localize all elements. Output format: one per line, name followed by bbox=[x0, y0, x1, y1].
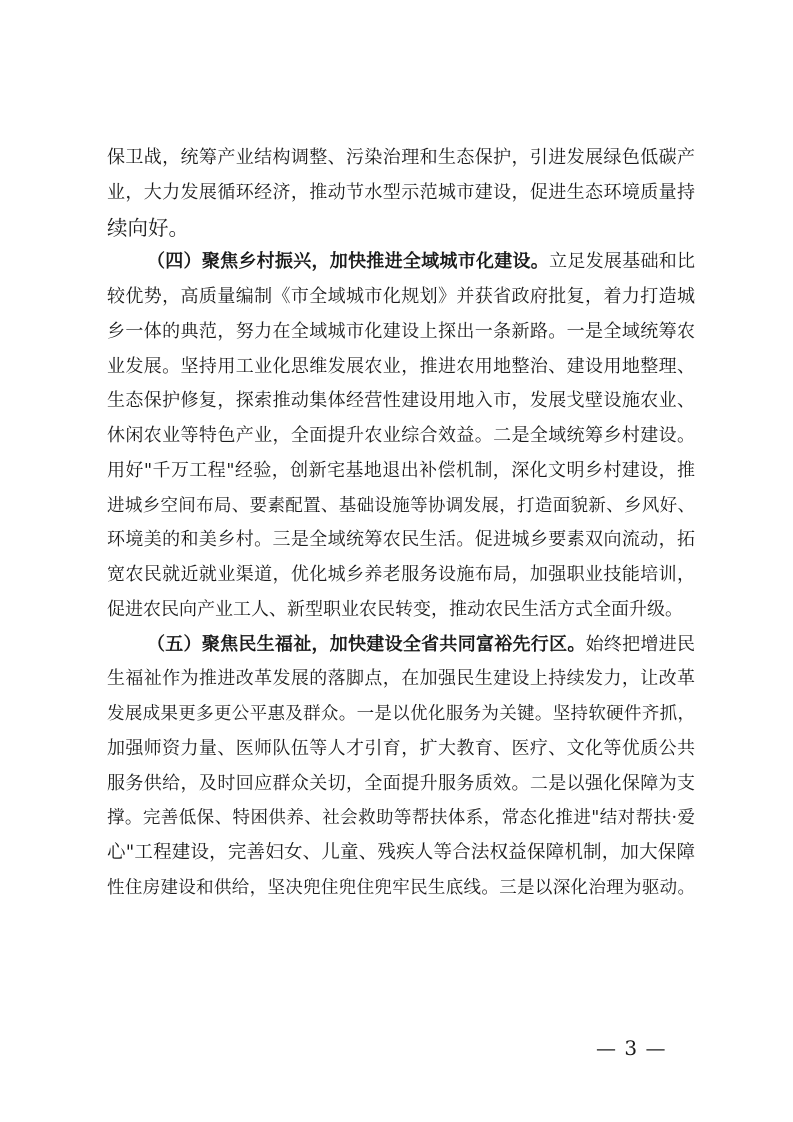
text-line bbox=[107, 699, 695, 729]
text-line bbox=[107, 560, 695, 590]
text-line bbox=[107, 803, 695, 833]
text-line bbox=[107, 595, 695, 625]
text-run: 较优势，高质量编制《市全域城市化规划》并获省政府批复，着力打造城 bbox=[107, 286, 695, 307]
text-run: 宽农民就近就业渠道，优化城乡养老服务设施布局，加强职业技能培训， bbox=[107, 564, 695, 585]
page-number: — 3 — bbox=[596, 1036, 667, 1060]
section-heading-4: （四）聚焦乡村振兴，加快推进全域城市化建设。 bbox=[147, 251, 550, 273]
text-run: 心"工程建设，完善妇女、儿童、残疾人等合法权益保障机制，加大保障 bbox=[107, 842, 695, 863]
text-line bbox=[107, 421, 695, 451]
text-line bbox=[107, 491, 695, 521]
text-run: 促进农民向产业工人、新型职业农民转变，推动农民生活方式全面升级。 bbox=[107, 598, 683, 620]
section-heading-5: （五）聚焦民生福祉，加快建设全省共同富裕先行区。 bbox=[147, 633, 586, 655]
text-run: 业，大力发展循环经济，推动节水型示范城市建设，促进生态环境质量持 bbox=[107, 181, 695, 203]
text-run: 续向好。 bbox=[107, 215, 189, 240]
text-run: 环境美的和美乡村。三是全域统筹农民生活。促进城乡要素双向流动，拓 bbox=[107, 529, 695, 551]
text-line bbox=[107, 456, 695, 486]
text-line bbox=[107, 282, 695, 312]
text-run: 乡一体的典范，努力在全域城市化建设上探出一条新路。一是全域统筹农 bbox=[107, 320, 695, 342]
text-line bbox=[107, 386, 695, 416]
text-run: 始终把增进民 bbox=[585, 633, 695, 655]
text-run: 生福祉作为推进改革发展的落脚点，在加强民生建设上持续发力，让改革 bbox=[107, 668, 695, 690]
text-line bbox=[107, 525, 695, 555]
section-heading-line bbox=[147, 630, 695, 660]
text-line bbox=[107, 178, 695, 208]
text-run: 保卫战，统筹产业结构调整、污染治理和生态保护，引进发展绿色低碳产 bbox=[107, 147, 695, 168]
text-line bbox=[107, 769, 695, 799]
text-run: 加强师资力量、医师队伍等人才引育，扩大教育、医疗、文化等优质公共 bbox=[107, 737, 695, 759]
text-run: 立足发展基础和比 bbox=[549, 251, 695, 273]
text-run: 性住房建设和供给，坚决兜住兜住兜牢民生底线。三是以深化治理为驱动。 bbox=[107, 877, 695, 898]
text-line bbox=[107, 317, 695, 347]
text-line bbox=[107, 143, 695, 173]
text-run: 生态保护修复，探索推动集体经营性建设用地入市，发展戈壁设施农业、 bbox=[107, 390, 695, 412]
text-line bbox=[107, 213, 695, 243]
text-line bbox=[107, 873, 695, 903]
text-run: 用好"千万工程"经验，创新宅基地退出补偿机制，深化文明乡村建设，推 bbox=[107, 459, 695, 481]
section-heading-line bbox=[147, 247, 695, 277]
text-run: 业发展。坚持用工业化思维发展农业，推进农用地整治、建设用地整理、 bbox=[107, 355, 695, 377]
text-line bbox=[107, 838, 695, 868]
text-run: 进城乡空间布局、要素配置、基础设施等协调发展，打造面貌新、乡风好、 bbox=[107, 495, 695, 516]
text-line bbox=[107, 664, 695, 694]
text-run: 服务供给，及时回应群众关切，全面提升服务质效。二是以强化保障为支 bbox=[107, 772, 695, 794]
text-line bbox=[107, 352, 695, 382]
text-run: 休闲农业等特色产业，全面提升农业综合效益。二是全域统筹乡村建设。 bbox=[107, 425, 695, 446]
text-run: 撑。完善低保、特困供养、社会救助等帮扶体系，常态化推进"结对帮扶·爱 bbox=[107, 808, 695, 829]
text-line bbox=[107, 734, 695, 764]
text-run: 发展成果更多更公平惠及群众。一是以优化服务为关键。坚持软硬件齐抓， bbox=[107, 704, 695, 724]
